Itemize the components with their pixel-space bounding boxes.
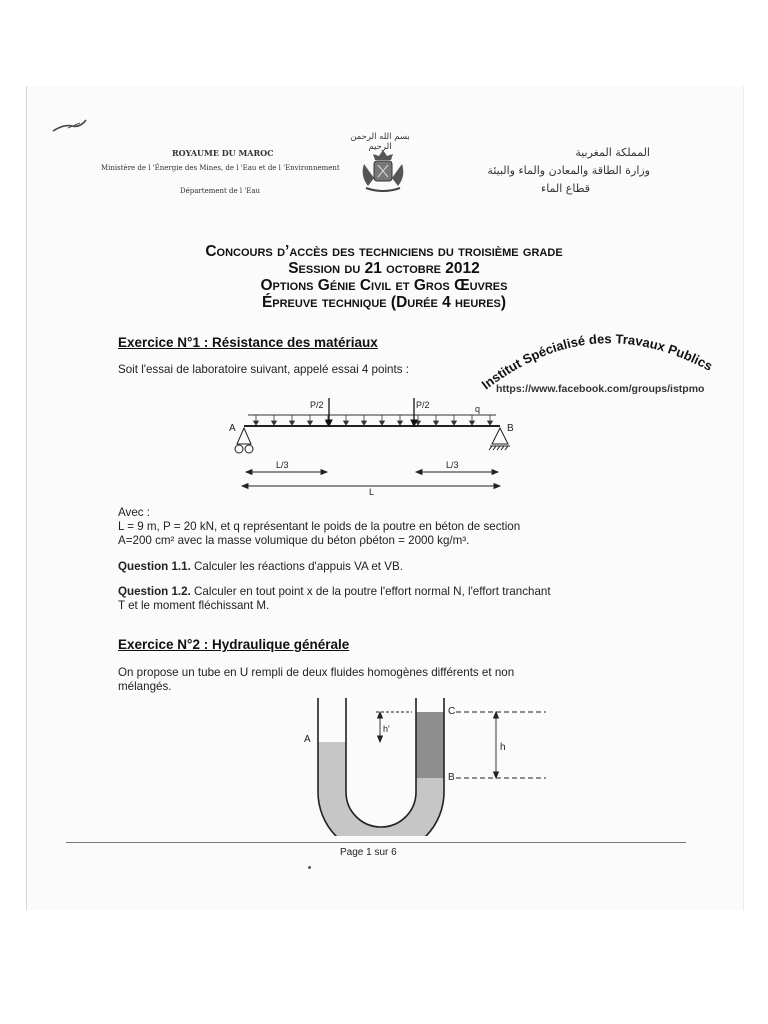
question-1-1-label: Question 1.1. <box>118 560 191 573</box>
dimension-right <box>416 470 498 475</box>
watermark-url: https://www.facebook.com/groups/istpmo <box>496 383 705 395</box>
support-b-label: B <box>507 423 514 434</box>
exercise1-intro: Soit l'essai de laboratoire suivant, appelé essai 4 points : <box>118 363 409 376</box>
fluid-dark <box>416 712 444 778</box>
avec-label: Avec : <box>118 506 151 519</box>
load-right-label: P/2 <box>416 400 430 410</box>
header-department-ar: قطاع الماء <box>541 182 590 195</box>
exercise1-heading: Exercice N°1 : Résistance des matériaux <box>118 335 378 350</box>
dim-left-label: L/3 <box>276 460 289 470</box>
roller-support-a <box>235 428 253 453</box>
dim-right-label: L/3 <box>446 460 459 470</box>
point-b-label: B <box>448 772 455 783</box>
exercise2-heading: Exercice N°2 : Hydraulique générale <box>118 637 350 652</box>
dimension-left <box>246 470 327 475</box>
watermark-text: Institut Spécialisé des Travaux Publics <box>478 331 716 393</box>
royal-emblem-icon <box>358 146 408 194</box>
title-line-4: Épreuve technique (Durée 4 heures) <box>261 294 507 311</box>
point-load-left <box>326 398 332 426</box>
question-1-2-label: Question 1.2. <box>118 585 191 598</box>
data-line-2: A=200 cm² avec la masse volumique du béton ρbéton = 2000 kg/m³. <box>118 534 470 547</box>
header-ministry-ar: وزارة الطاقة والمعادن والماء والبيئة <box>487 164 650 177</box>
header-bismillah: بسم الله الرحمن الرحيم <box>350 132 410 152</box>
title-line-1: Concours d’accès des techniciens du troisième grade <box>205 243 563 260</box>
header-kingdom: ROYAUME DU MAROC <box>172 148 274 158</box>
exercise2-intro-1: On propose un tube en U rempli de deux fluides homogènes différents et non <box>118 666 515 679</box>
title-line-2: Session du 21 octobre 2012 <box>288 260 480 277</box>
support-a-label: A <box>229 423 236 434</box>
distributed-load-arrows <box>254 415 493 425</box>
header-kingdom-ar: المملكة المغربية <box>575 146 650 159</box>
dist-load-label: q <box>475 404 481 414</box>
point-c-label: C <box>448 706 456 717</box>
u-tube-diagram <box>296 696 556 836</box>
load-left-label: P/2 <box>310 400 324 410</box>
title-line-3: Options Génie Civil et Gros Œuvres <box>260 277 508 294</box>
scan-speck <box>308 866 311 869</box>
data-line-1: L = 9 m, P = 20 kN, et q représentant le poids de la poutre en béton de section <box>118 520 521 533</box>
four-point-bending-diagram <box>224 392 524 500</box>
pen-mark <box>50 116 90 136</box>
h-prime-label: h' <box>383 724 390 734</box>
page-number: Page 1 sur 6 <box>340 847 397 858</box>
header-ministry: Ministère de l 'Énergie des Mines, de l 'Eau et de l 'Environnement <box>101 164 340 172</box>
point-a-label: A <box>304 734 311 745</box>
question-1-1-text: Calculer les réactions d'appuis VA et VB. <box>194 560 403 573</box>
dim-total-label: L <box>369 487 375 497</box>
question-1-2 <box>118 585 658 599</box>
exercise2-intro-2: mélangés. <box>118 680 172 693</box>
question-1-2-text: Calculer en tout point x de la poutre l'effort normal N, l'effort tranchant <box>194 585 551 598</box>
footer-rule <box>66 842 686 843</box>
question-1-2-text-2: T et le moment fléchissant M. <box>118 599 270 612</box>
h-label: h <box>500 742 506 753</box>
h-prime-dimension <box>376 712 412 742</box>
header-department: Département de l 'Eau <box>180 187 261 195</box>
question-1-1 <box>118 560 403 574</box>
